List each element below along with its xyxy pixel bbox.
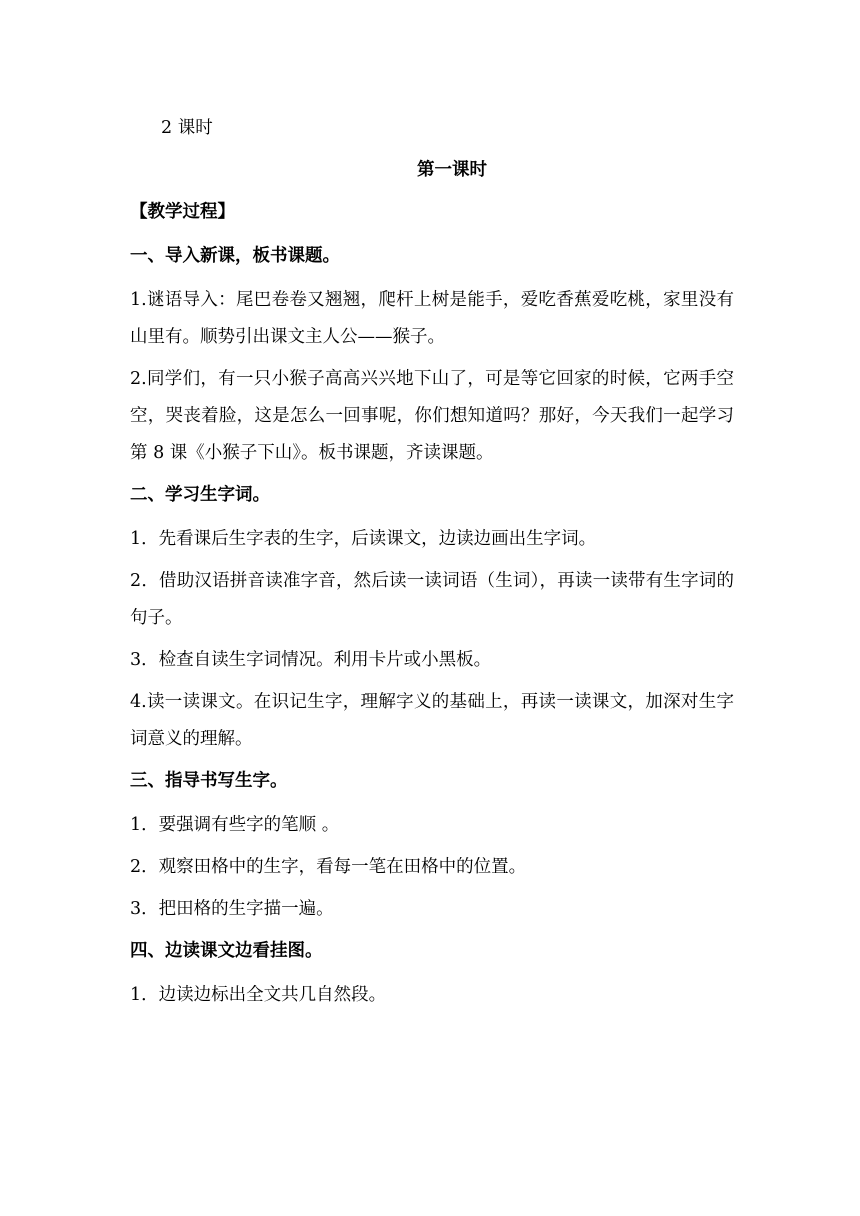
section-heading: 三、指导书写生字。: [130, 771, 288, 791]
section-heading: 二、学习生字词。: [130, 485, 270, 505]
list-item: 1．边读边标出全文共几自然段。: [130, 985, 387, 1005]
section-heading: 一、导入新课，板书课题。: [130, 246, 340, 266]
list-item: 2．观察田格中的生字，看每一笔在田格中的位置。: [130, 857, 527, 877]
document-body: [130, 112, 734, 1019]
list-item: 1．先看课后生字表的生字，后读课文，边读边画出生字词。: [130, 529, 597, 549]
lesson-title: 第一课时: [417, 160, 487, 180]
list-item: 1.谜语导入：尾巴卷卷又翘翘，爬杆上树是能手，爱吃香蕉爱吃桃，家里没有山里有。顺势引出课文主人公——猴子。: [130, 290, 734, 347]
list-item: 2．借助汉语拼音读准字音，然后读一读词语（生词），再读一读带有生字词的句子。: [130, 571, 734, 628]
list-item: 3．检查自读生字词情况。利用卡片或小黑板。: [130, 650, 492, 670]
list-item: 3．把田格的生字描一遍。: [130, 899, 334, 919]
list-item: 2.同学们，有一只小猴子高高兴兴地下山了，可是等它回家的时候，它两手空空，哭丧着脸，这是怎么一回事呢，你们想知道吗？那好，今天我们一起学习第 8 课《小猴子下山》。板书课题，齐读课题。: [130, 369, 734, 463]
class-hours: 2 课时: [161, 118, 213, 138]
section-title: 【教学过程】: [130, 202, 235, 222]
list-item: 1．要强调有些字的笔顺 。: [130, 815, 340, 835]
section-heading: 四、边读课文边看挂图。: [130, 941, 323, 961]
list-item: 4.读一读课文。在识记生字，理解字义的基础上，再读一读课文，加深对生字词意义的理解。: [130, 692, 734, 749]
